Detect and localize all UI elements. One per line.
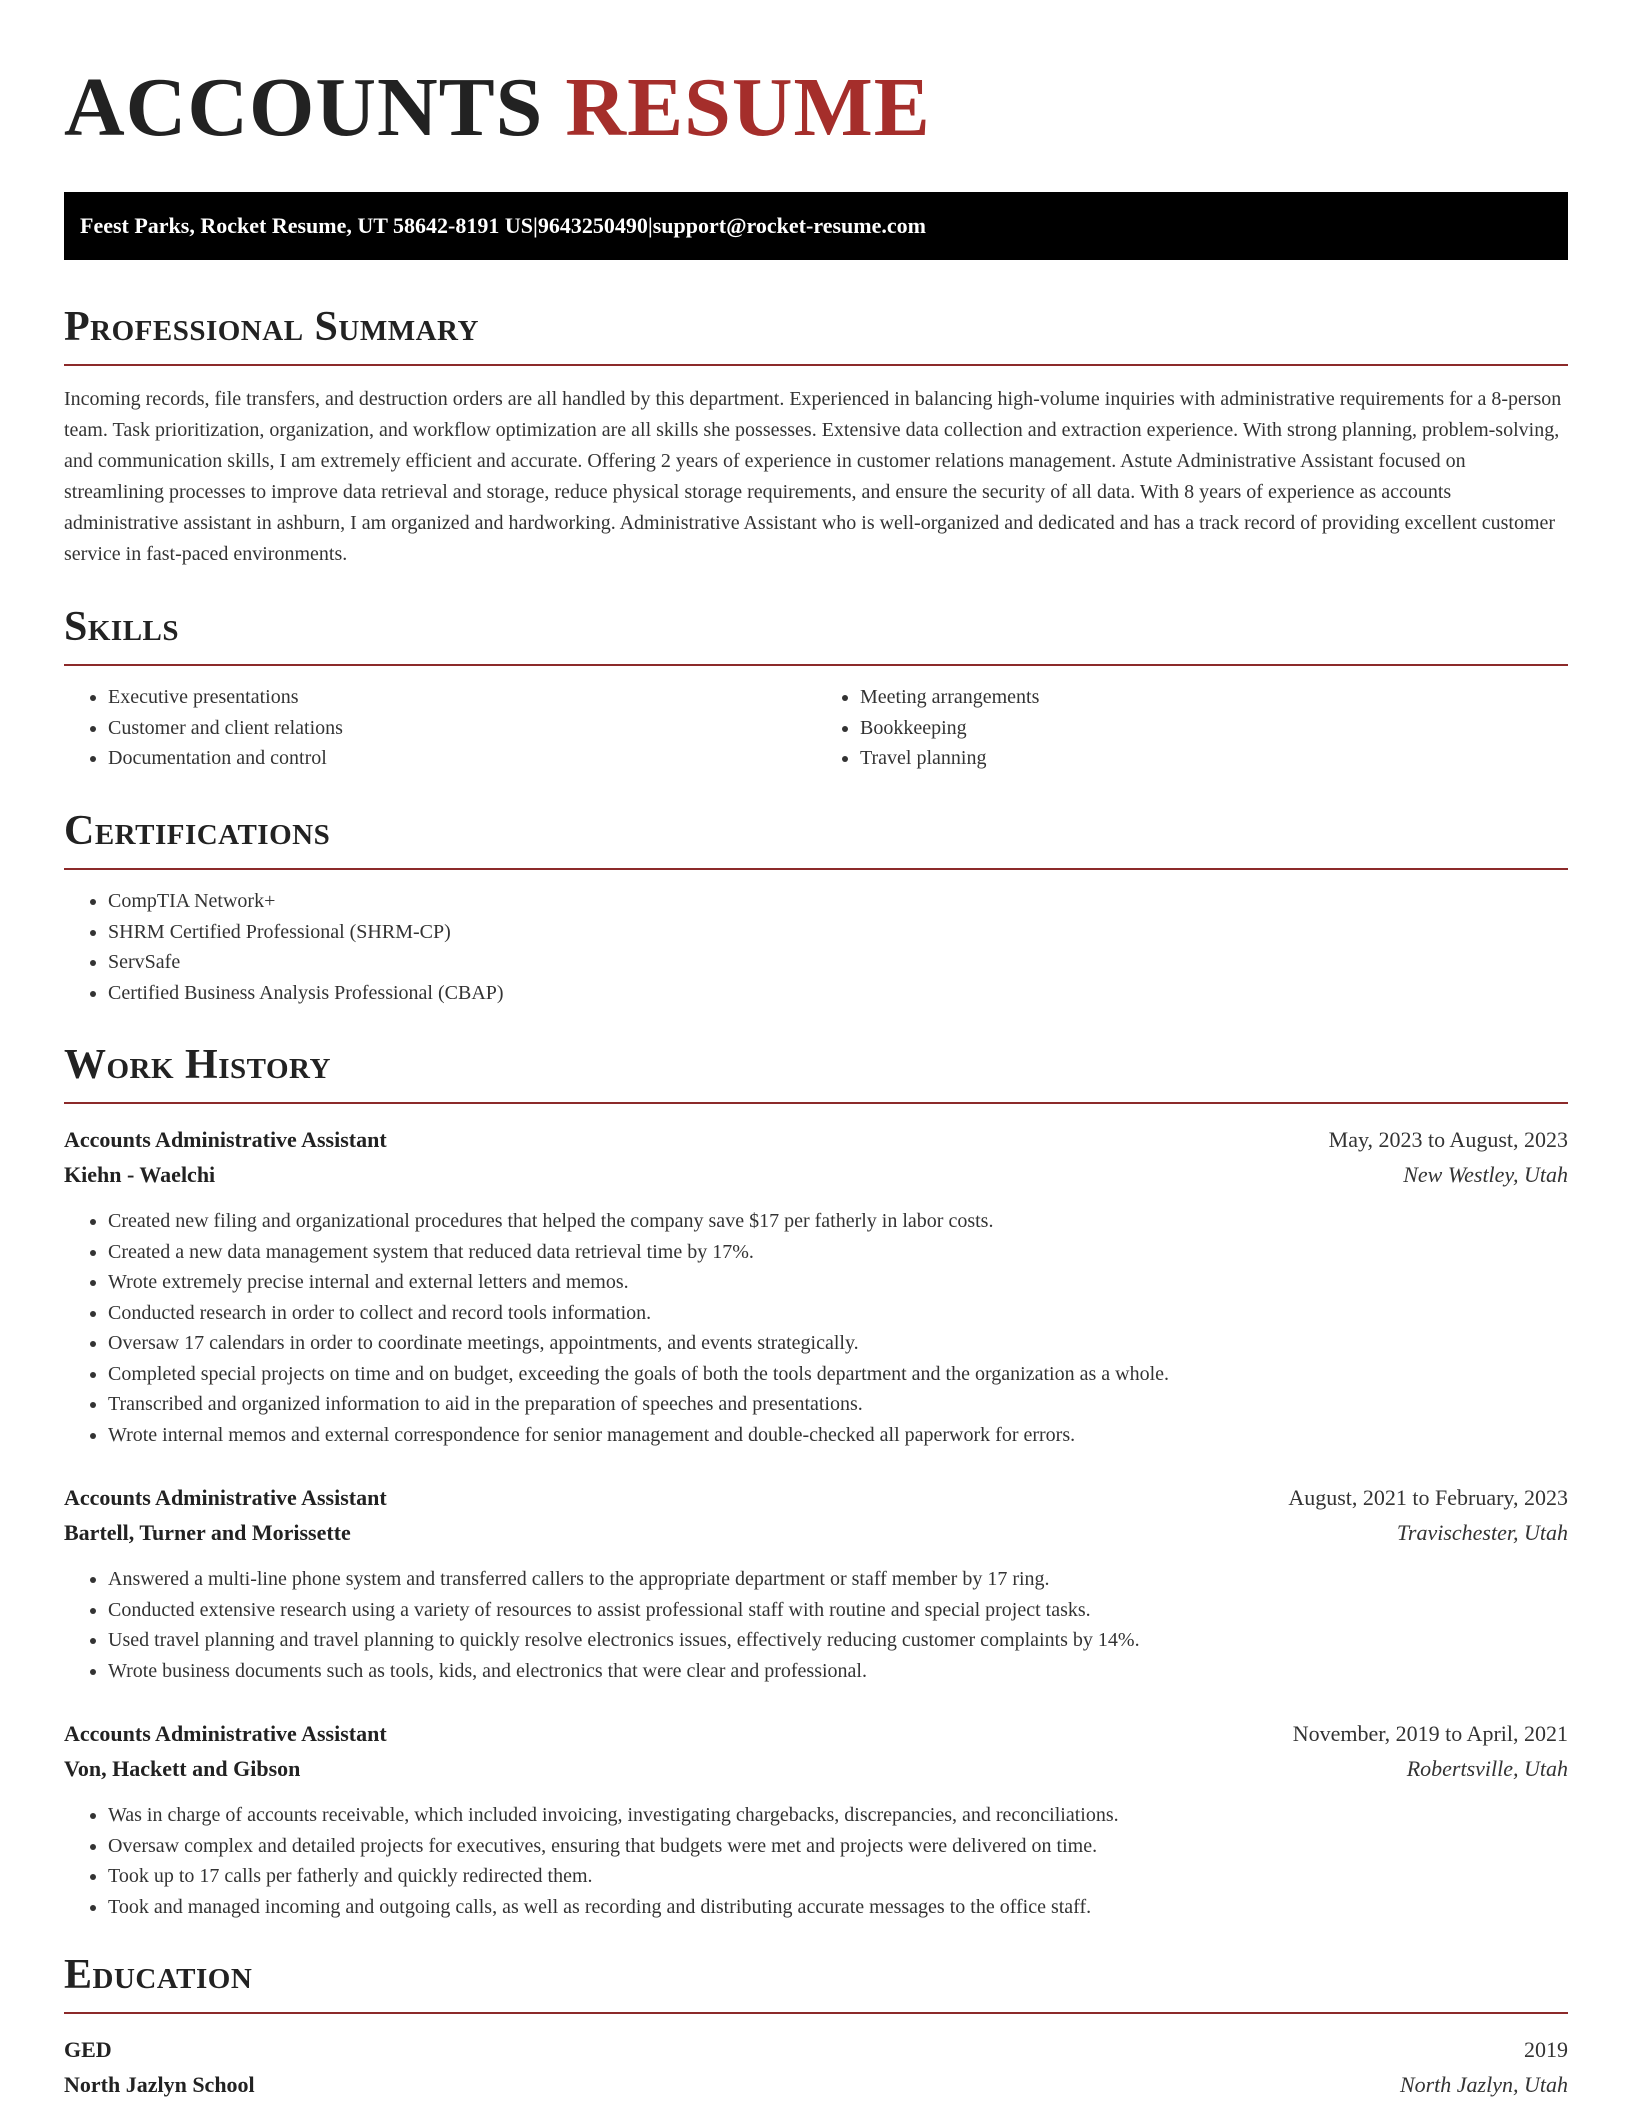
job-bullet: • Conducted extensive research using a variety of resources to assist professional staff with routine and special project tasks. — [108, 1595, 1568, 1626]
certifications-heading: Certifications — [64, 808, 1568, 870]
job-company: Bartell, Turner and Morissette — [64, 1520, 351, 1546]
job-entry — [64, 1480, 1568, 1686]
job-header-row — [64, 1716, 1568, 1751]
education-entry — [64, 2032, 1568, 2102]
job-bullet: • Answered a multi-line phone system and transferred callers to the appropriate department or staff member by 17 ring. — [108, 1564, 1568, 1595]
job-title: Accounts Administrative Assistant — [64, 1721, 387, 1747]
contact-email: support@rocket-resume.com — [652, 213, 926, 238]
job-bullet: • Oversaw 17 calendars in order to coordinate meetings, appointments, and events strategically. — [108, 1328, 1568, 1359]
certification-item: • ServSafe — [108, 947, 1568, 978]
job-entry — [64, 1122, 1568, 1450]
job-location: Travischester, Utah — [1396, 1520, 1568, 1546]
skills-heading: Skills — [64, 604, 1568, 666]
job-dates: November, 2019 to April, 2021 — [1292, 1721, 1568, 1747]
education-school: North Jazlyn School — [64, 2072, 255, 2098]
job-bullet: • Took and managed incoming and outgoing calls, as well as recording and distributing accurate messages to the office staff. — [108, 1892, 1568, 1923]
skill-item: • Executive presentations — [108, 682, 816, 713]
education-location: North Jazlyn, Utah — [1399, 2072, 1568, 2098]
certification-item: • SHRM Certified Professional (SHRM-CP) — [108, 917, 1568, 948]
job-title: Accounts Administrative Assistant — [64, 1485, 387, 1511]
certifications-section — [64, 808, 1568, 1008]
job-company-row — [64, 1157, 1568, 1192]
education-degree-row — [64, 2032, 1568, 2067]
contact-bar — [64, 192, 1568, 260]
job-bullet: • Created new filing and organizational procedures that helped the company save $17 per fatherly in labor costs. — [108, 1206, 1568, 1237]
title-main: ACCOUNTS — [64, 61, 544, 154]
job-bullet: • Used travel planning and travel planning to quickly resolve electronics issues, effectively reducing customer complaints by 14%. — [108, 1625, 1568, 1656]
title-accent: RESUME — [565, 61, 931, 154]
work-history-heading: Work History — [64, 1042, 1568, 1104]
job-bullet: • Wrote business documents such as tools, kids, and electronics that were clear and professional. — [108, 1656, 1568, 1687]
skills-list-right — [816, 682, 1568, 774]
job-bullet: • Took up to 17 calls per fatherly and quickly redirected them. — [108, 1861, 1568, 1892]
certification-item: • Certified Business Analysis Professional (CBAP) — [108, 978, 1568, 1009]
education-heading: Education — [64, 1952, 1568, 2014]
job-bullet: • Completed special projects on time and on budget, exceeding the goals of both the tools department and the organization as a whole. — [108, 1359, 1568, 1390]
job-location: Robertsville, Utah — [1406, 1756, 1568, 1782]
job-bullets — [64, 1206, 1568, 1450]
work-history-section — [64, 1042, 1568, 1922]
job-title: Accounts Administrative Assistant — [64, 1127, 387, 1153]
skills-section — [64, 604, 1568, 774]
job-entry — [64, 1716, 1568, 1922]
job-bullets — [64, 1800, 1568, 1922]
job-bullet: • Conducted research in order to collect and record tools information. — [108, 1298, 1568, 1329]
contact-separator: | — [647, 213, 653, 238]
job-bullet: • Oversaw complex and detailed projects for executives, ensuring that budgets were met and projects were delivered on time. — [108, 1831, 1568, 1862]
job-company: Kiehn - Waelchi — [64, 1162, 216, 1188]
job-bullet: • Wrote internal memos and external correspondence for senior management and double-checked all paperwork for errors. — [108, 1420, 1568, 1451]
resume-title — [64, 58, 1568, 154]
education-year: 2019 — [1524, 2037, 1568, 2063]
education-section — [64, 1952, 1568, 2102]
contact-separator: | — [533, 213, 538, 238]
job-dates: August, 2021 to February, 2023 — [1288, 1485, 1568, 1511]
skill-item: • Bookkeeping — [860, 713, 1568, 744]
skill-item: • Meeting arrangements — [860, 682, 1568, 713]
skill-item: • Documentation and control — [108, 743, 816, 774]
summary-text: Incoming records, file transfers, and destruction orders are all handled by this department. Experienced in balancing high-volume inquiries with administrative requirements for a 8-person team. Task prioritization, organization, and workflow optimization are all skills she possesses. Extensive data collection and extraction experience. With strong planning, problem-solving, and communication skills, I am extremely efficient and accurate. Offering 2 years of experience in customer relations management. Astute Administrative Assistant focused on streamlining processes to improve data retrieval and storage, reduce physical storage requirements, and ensure the security of all data. With 8 years of experience as accounts administrative assistant in ashburn, I am organized and hardworking. Administrative Assistant who is well-organized and dedicated and has a track record of providing excellent customer service in fast-paced environments. — [64, 388, 1562, 566]
job-header-row — [64, 1480, 1568, 1515]
summary-section — [64, 304, 1568, 570]
job-bullet: • Created a new data management system that reduced data retrieval time by 17%. — [108, 1237, 1568, 1268]
skill-item: • Customer and client relations — [108, 713, 816, 744]
education-school-row — [64, 2067, 1568, 2102]
contact-phone: 9643250490 — [537, 213, 648, 238]
certification-item: • CompTIA Network+ — [108, 886, 1568, 917]
job-company: Von, Hackett and Gibson — [64, 1756, 301, 1782]
skill-item: • Travel planning — [860, 743, 1568, 774]
job-bullets — [64, 1564, 1568, 1686]
summary-heading: Professional Summary — [64, 304, 1568, 366]
job-bullet: • Transcribed and organized information to aid in the preparation of speeches and presentations. — [108, 1389, 1568, 1420]
job-bullet: • Was in charge of accounts receivable, which included invoicing, investigating chargebacks, discrepancies, and reconciliations. — [108, 1800, 1568, 1831]
contact-address: Feest Parks, Rocket Resume, UT 58642-8191 US — [80, 213, 533, 238]
job-company-row — [64, 1515, 1568, 1550]
job-company-row — [64, 1751, 1568, 1786]
job-bullet: • Wrote extremely precise internal and external letters and memos. — [108, 1267, 1568, 1298]
education-degree: GED — [64, 2037, 112, 2063]
skills-list-left — [64, 682, 816, 774]
job-dates: May, 2023 to August, 2023 — [1328, 1127, 1568, 1153]
certifications-list — [64, 886, 1568, 1008]
skills-grid — [64, 666, 1568, 774]
job-location: New Westley, Utah — [1403, 1162, 1568, 1188]
job-header-row — [64, 1122, 1568, 1157]
